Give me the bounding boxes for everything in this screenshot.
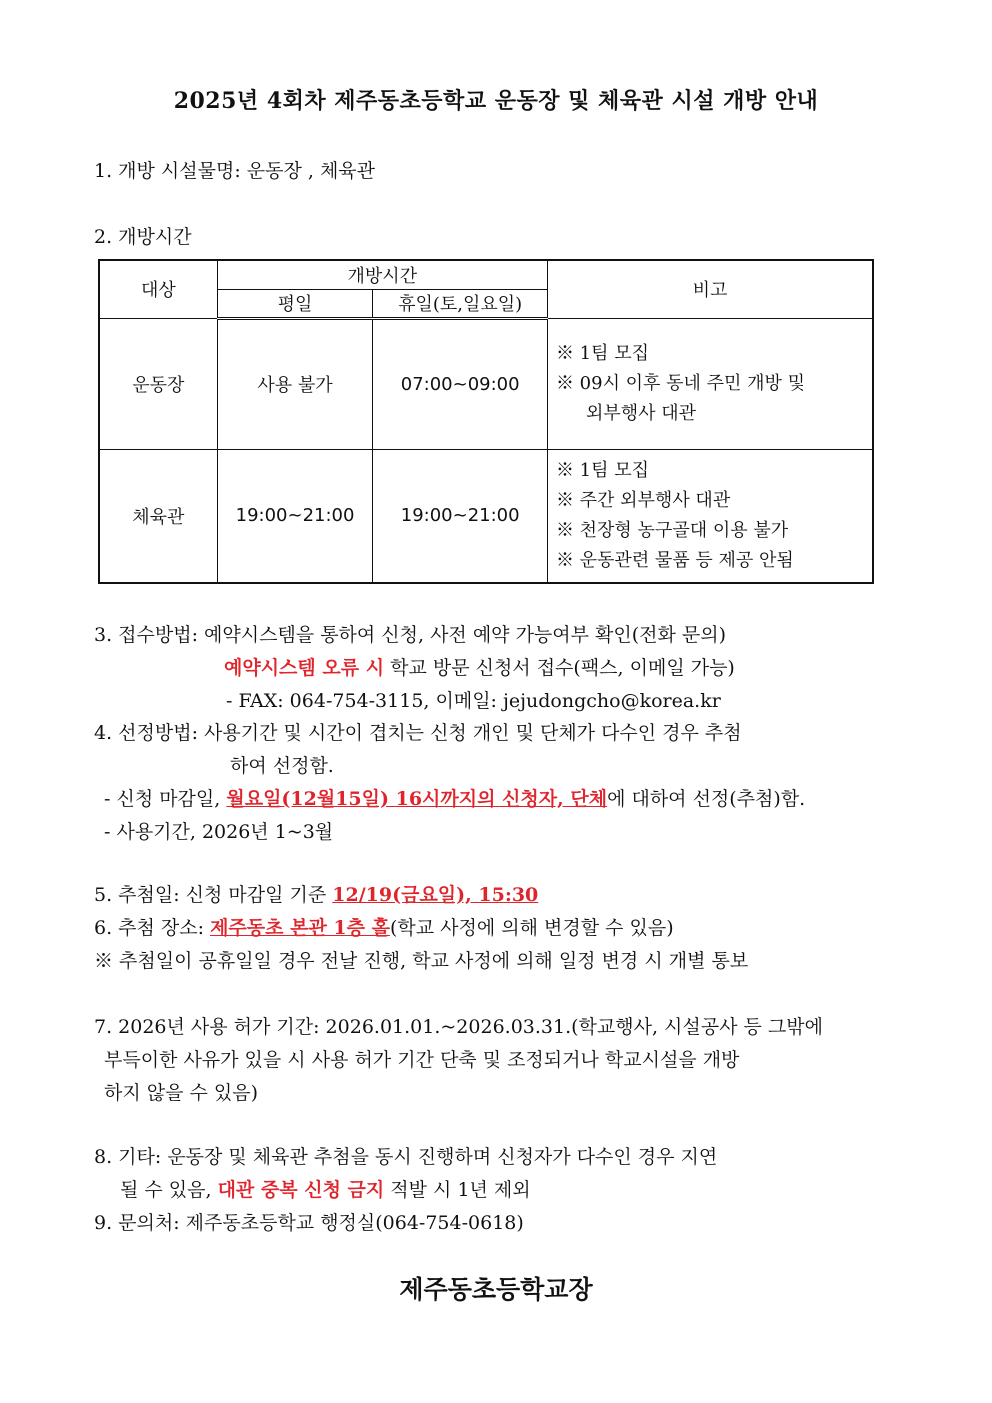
highlight-text: 월요일(12월15일) 16시까지의 신청자, 단체 bbox=[226, 788, 608, 810]
row-weekday: 사용 불가 bbox=[217, 318, 373, 449]
item-4-usage-period: - 사용기간, 2026년 1~3월 bbox=[104, 821, 334, 843]
plain-text: 적발 시 1년 제외 bbox=[384, 1179, 531, 1201]
item-3-contact: - FAX: 064-754-3115, 이메일: jejudongcho@korea.kr bbox=[226, 690, 721, 712]
plain-text: 5. 추첨일: 신청 마감일 기준 bbox=[94, 884, 333, 906]
item-1-facilities: 1. 개방 시설물명: 운동장 , 체육관 bbox=[94, 160, 376, 182]
item-8-other: 8. 기타: 운동장 및 체육관 추첨을 동시 진행하며 신청자가 다수인 경우 지연 bbox=[94, 1146, 718, 1168]
plain-text: (학교 사정에 의해 변경할 수 있음) bbox=[389, 917, 674, 939]
item-3-application-method: 3. 접수방법: 예약시스템을 통하여 신청, 사전 예약 가능여부 확인(전화 문의) bbox=[94, 624, 727, 646]
plain-text: 학교 방문 신청서 접수(팩스, 이메일 가능) bbox=[384, 657, 735, 679]
item-3-line-2 bbox=[224, 653, 735, 680]
row-target: 운동장 bbox=[99, 318, 217, 449]
item-2-hours-heading: 2. 개방시간 bbox=[94, 226, 192, 248]
document-title: 2025년 4회차 제주동초등학교 운동장 및 체육관 시설 개방 안내 bbox=[173, 88, 819, 114]
plain-text: 될 수 있음, bbox=[120, 1179, 218, 1201]
note-line: ※ 주간 외부행사 대관 bbox=[555, 489, 731, 511]
item-7-line-3: 하지 않을 수 있음) bbox=[104, 1082, 259, 1104]
item-8-line-2 bbox=[120, 1175, 531, 1202]
item-6-draw-place bbox=[94, 913, 674, 940]
item-5-draw-date bbox=[94, 880, 538, 907]
row-target: 체육관 bbox=[99, 449, 217, 583]
note-line: ※ 09시 이후 동네 주민 개방 및 bbox=[555, 372, 806, 394]
highlight-text: 12/19(금요일), 15:30 bbox=[332, 884, 539, 906]
header-weekday: 평일 bbox=[217, 289, 373, 318]
item-4-line-2: 하여 선정함. bbox=[230, 755, 334, 777]
header-open-time: 개방시간 bbox=[217, 260, 547, 289]
principal-signature: 제주동초등학교장 bbox=[399, 1275, 593, 1304]
highlight-text: 대관 중복 신청 금지 bbox=[217, 1179, 385, 1201]
note-line: ※ 1팀 모집 bbox=[555, 459, 649, 481]
row-note bbox=[547, 318, 873, 449]
item-7-line-2: 부득이한 사유가 있을 시 사용 허가 기간 단축 및 조정되거나 학교시설을 개방 bbox=[104, 1049, 740, 1071]
row-holiday: 07:00~09:00 bbox=[373, 318, 548, 449]
item-7-permit-period: 7. 2026년 사용 허가 기간: 2026.01.01.~2026.03.31.(학교행사, 시설공사 등 그밖에 bbox=[94, 1016, 823, 1038]
table-row bbox=[99, 318, 873, 449]
table-row bbox=[99, 449, 873, 583]
plain-text: 에 대하여 선정(추첨)함. bbox=[607, 788, 806, 810]
row-weekday: 19:00~21:00 bbox=[217, 449, 373, 583]
item-9-inquiry: 9. 문의처: 제주동초등학교 행정실(064-754-0618) bbox=[94, 1212, 524, 1234]
row-holiday: 19:00~21:00 bbox=[373, 449, 548, 583]
highlight-text: 예약시스템 오류 시 bbox=[224, 657, 385, 679]
holiday-note: ※ 추첨일이 공휴일일 경우 전날 진행, 학교 사정에 의해 일정 변경 시 개별 통보 bbox=[94, 950, 749, 972]
row-note bbox=[547, 449, 873, 583]
highlight-text: 제주동초 본관 1층 홀 bbox=[210, 917, 390, 939]
note-line: ※ 1팀 모집 bbox=[555, 342, 649, 364]
header-holiday: 휴일(토,일요일) bbox=[373, 289, 548, 318]
header-note: 비고 bbox=[547, 260, 873, 318]
note-line: ※ 천장형 농구골대 이용 불가 bbox=[555, 519, 789, 541]
plain-text: - 신청 마감일, bbox=[104, 788, 227, 810]
item-4-deadline bbox=[104, 784, 805, 811]
header-target: 대상 bbox=[99, 260, 217, 318]
item-4-selection-method: 4. 선정방법: 사용기간 및 시간이 겹치는 신청 개인 및 단체가 다수인 경우 추첨 bbox=[94, 722, 742, 744]
note-line: 외부행사 대관 bbox=[585, 402, 696, 424]
schedule-table bbox=[98, 259, 874, 584]
plain-text: 6. 추첨 장소: bbox=[94, 917, 211, 939]
note-line: ※ 운동관련 물품 등 제공 안됨 bbox=[555, 549, 794, 571]
